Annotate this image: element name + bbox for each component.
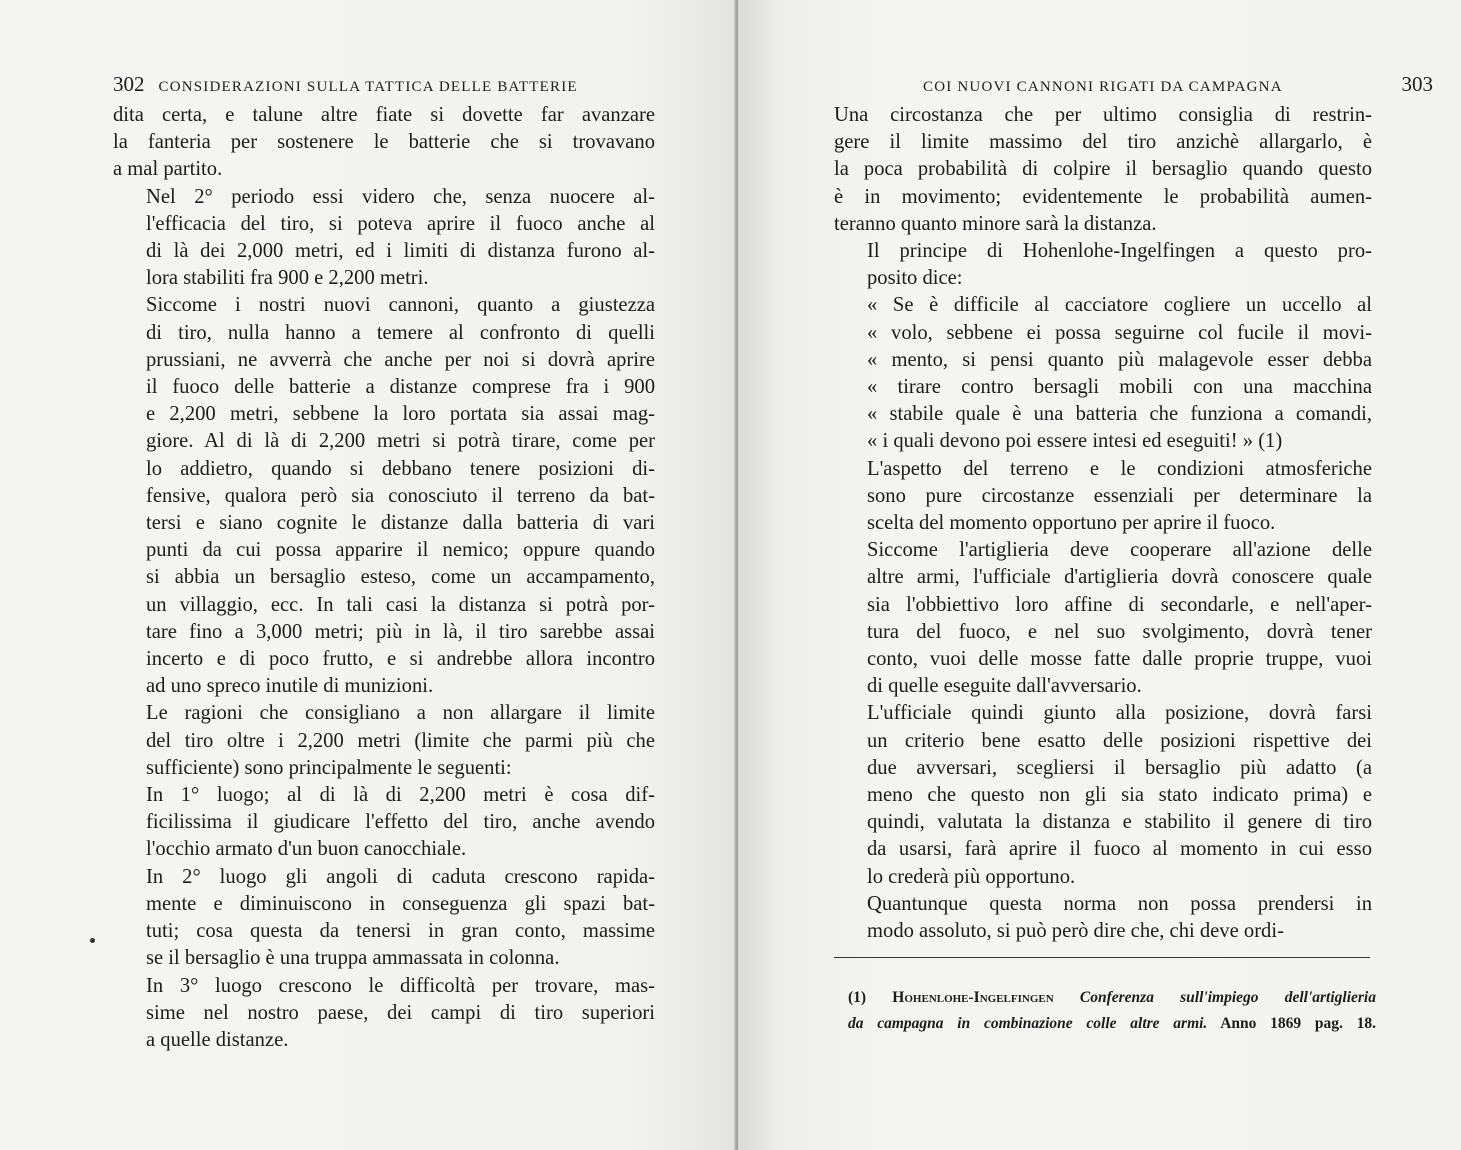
text-line: se il bersaglio è una truppa ammassata in colonna.	[146, 947, 560, 970]
text-line: altre armi, l'ufficiale d'artiglieria dovrà conoscere quale	[867, 566, 1372, 589]
right-page-number: 303	[1401, 72, 1433, 96]
text-line: la poca probabilità di colpire il bersaglio quando questo	[834, 158, 1372, 181]
text-line: dita certa, e talune altre fiate si dovette far avanzare	[113, 104, 655, 126]
right-page-header	[923, 72, 1433, 100]
text-line: tare fino a 3,000 metri; più in là, il tiro sarebbe assai	[146, 620, 655, 643]
footnote-marker: (1)	[848, 989, 867, 1006]
right-page-body	[834, 102, 1372, 945]
paragraph	[834, 292, 1372, 455]
text-line: sono pure circostanze essenziali per determinare la	[867, 484, 1372, 507]
right-running-head: COI NUOVI CANNONI RIGATI DA CAMPAGNA	[923, 79, 1283, 95]
text-line: a quelle distanze.	[146, 1028, 289, 1051]
text-line: Le ragioni che consigliano a non allargare il limite	[146, 702, 655, 725]
footnote	[848, 985, 1376, 1037]
text-line: modo assoluto, si può però dire che, chi deve ordi-	[867, 920, 1284, 943]
text-line: lo addietro, quando si debbano tenere posizioni di-	[146, 457, 655, 480]
footnote-line-1	[848, 985, 1376, 1011]
text-line: scelta del momento opportuno per aprire il fuoco.	[867, 512, 1276, 535]
text-line: gere il limite massimo del tiro anzichè allargarlo, è	[834, 131, 1372, 154]
text-line: si abbia un bersaglio esteso, come un accampamento,	[146, 566, 655, 589]
paragraph	[113, 973, 655, 1055]
footnote-title-1: Conferenza sull'impiego dell'artiglieria	[1079, 989, 1376, 1006]
text-line: fensive, qualora però sia conosciuto il terreno da bat-	[146, 484, 655, 507]
text-line: incerto e di poco frutto, e si andrebbe allora incontro	[146, 648, 655, 671]
text-line: In 1° luogo; al di là di 2,200 metri è cosa dif-	[146, 784, 655, 807]
text-line: mente e diminuiscono in conseguenza gli spazi bat-	[146, 892, 655, 915]
text-line: giore. Al di là di 2,200 metri si potrà tirare, come per	[146, 430, 655, 453]
text-line: conto, vuoi delle mosse fatte dalle proprie truppe, vuoi	[867, 648, 1372, 671]
footnote-rule	[834, 957, 1370, 958]
text-line: ad uno spreco inutile di munizioni.	[146, 675, 434, 698]
text-line: teranno quanto minore sarà la distanza.	[834, 212, 1157, 235]
text-line: Nel 2° periodo essi videro che, senza nuocere al-	[146, 185, 655, 208]
text-line: prussiani, ne avverrà che anche per noi si dovrà aprire	[146, 348, 655, 371]
text-line: due avversari, scegliersi il bersaglio più adatto (a	[867, 756, 1372, 779]
footnote-line-2	[848, 1011, 1376, 1037]
left-page-body	[113, 102, 655, 1054]
text-line: quindi, valutata la distanza e stabilito il genere di tiro	[867, 811, 1372, 834]
left-page-header	[113, 72, 658, 100]
text-line: un villaggio, ecc. In tali casi la distanza si potrà por-	[146, 593, 655, 616]
text-line: è in movimento; evidentemente le probabilità aumen-	[834, 185, 1372, 208]
text-line: « stabile quale è una batteria che funziona a comandi,	[867, 403, 1372, 426]
text-line: tura del fuoco, e nel suo svolgimento, dovrà tener	[867, 620, 1372, 643]
paragraph	[834, 891, 1372, 945]
paragraph	[834, 456, 1372, 538]
text-line: sufficiente) sono principalmente le seguenti:	[146, 756, 512, 779]
text-line: Quantunque questa norma non possa prendersi in	[867, 892, 1372, 915]
left-page-number: 302	[113, 72, 145, 96]
text-line: tersi e siano cognite le distanze dalla batteria di vari	[146, 512, 655, 535]
paragraph	[834, 700, 1372, 890]
text-line: un criterio bene esatto delle posizioni rispettive dei	[867, 729, 1372, 752]
text-line: sia l'obbiettivo loro affine di secondarle, e nell'aper-	[867, 593, 1372, 616]
text-line: e 2,200 metri, sebbene la loro portata sia assai mag-	[146, 403, 655, 426]
text-line: In 2° luogo gli angoli di caduta crescono rapida-	[146, 865, 655, 888]
footnote-author: Hohenlohe-Ingelfingen	[892, 989, 1054, 1006]
text-line: punti da cui possa apparire il nemico; oppure quando	[146, 539, 655, 562]
footnote-title-2: da campagna in combinazione colle altre armi.	[848, 1015, 1208, 1032]
text-line: la fanteria per sostenere le batterie che si trovavano	[113, 131, 655, 154]
text-line: « Se è difficile al cacciatore cogliere un uccello al	[867, 294, 1372, 317]
text-line: L'ufficiale quindi giunto alla posizione, dovrà farsi	[867, 702, 1372, 725]
text-line: « mento, si pensi quanto più malagevole esser debba	[867, 348, 1372, 371]
text-line: L'aspetto del terreno e le condizioni atmosferiche	[867, 457, 1372, 480]
text-line: ficilissima il giudicare l'effetto del tiro, anche avendo	[146, 811, 655, 834]
text-line: il fuoco delle batterie a distanze comprese fra i 900	[146, 376, 655, 399]
paragraph	[834, 238, 1372, 292]
paragraph	[113, 782, 655, 864]
text-line: tuti; cosa questa da tenersi in gran conto, massime	[146, 920, 655, 943]
text-line: In 3° luogo crescono le difficoltà per trovare, mas-	[146, 974, 655, 997]
paragraph	[834, 102, 1372, 238]
text-line: Una circostanza che per ultimo consiglia di restrin-	[834, 104, 1372, 126]
text-line: di tiro, nulla hanno a temere al confronto di quelli	[146, 321, 655, 344]
right-page	[738, 0, 1461, 1150]
text-line: sime nel nostro paese, dei campi di tiro superiori	[146, 1001, 655, 1024]
text-line: « i quali devono poi essere intesi ed eseguiti! » (1)	[867, 430, 1283, 453]
text-line: « volo, sebbene ei possa seguirne col fucile il movi-	[867, 321, 1372, 344]
text-line: da usarsi, farà aprire il fuoco al momento in cui esso	[867, 838, 1372, 861]
text-line: di là dei 2,000 metri, ed i limiti di distanza furono al-	[146, 240, 655, 263]
paragraph	[113, 700, 655, 782]
text-line: di quelle eseguite dall'avversario.	[867, 675, 1142, 698]
text-line: lo crederà più opportuno.	[867, 865, 1076, 888]
text-line: l'efficacia del tiro, si poteva aprire il fuoco anche al	[146, 212, 655, 235]
text-line: posito dice:	[867, 267, 963, 290]
text-line: meno che questo non gli sia stato indicato prima) e	[867, 784, 1372, 807]
text-line: « tirare contro bersagli mobili con una macchina	[867, 376, 1372, 399]
footnote-year: Anno 1869 pag. 18.	[1220, 1015, 1376, 1032]
paragraph	[834, 537, 1372, 700]
paragraph	[113, 864, 655, 973]
text-line: Siccome l'artiglieria deve cooperare all'azione delle	[867, 539, 1372, 562]
text-line: Il principe di Hohenlohe-Ingelfingen a questo pro-	[867, 240, 1372, 263]
text-line: l'occhio armato d'un buon canocchiale.	[146, 838, 467, 861]
text-line: lora stabiliti fra 900 e 2,200 metri.	[146, 267, 429, 290]
text-line: Siccome i nostri nuovi cannoni, quanto a giustezza	[146, 294, 655, 317]
print-speck	[90, 938, 95, 943]
paragraph	[113, 292, 655, 700]
left-running-head: CONSIDERAZIONI SULLA TATTICA DELLE BATTERIE	[158, 79, 578, 95]
text-line: a mal partito.	[113, 158, 223, 181]
text-line: del tiro oltre i 2,200 metri (limite che parmi più che	[146, 729, 655, 752]
paragraph	[113, 184, 655, 293]
paragraph	[113, 102, 655, 184]
